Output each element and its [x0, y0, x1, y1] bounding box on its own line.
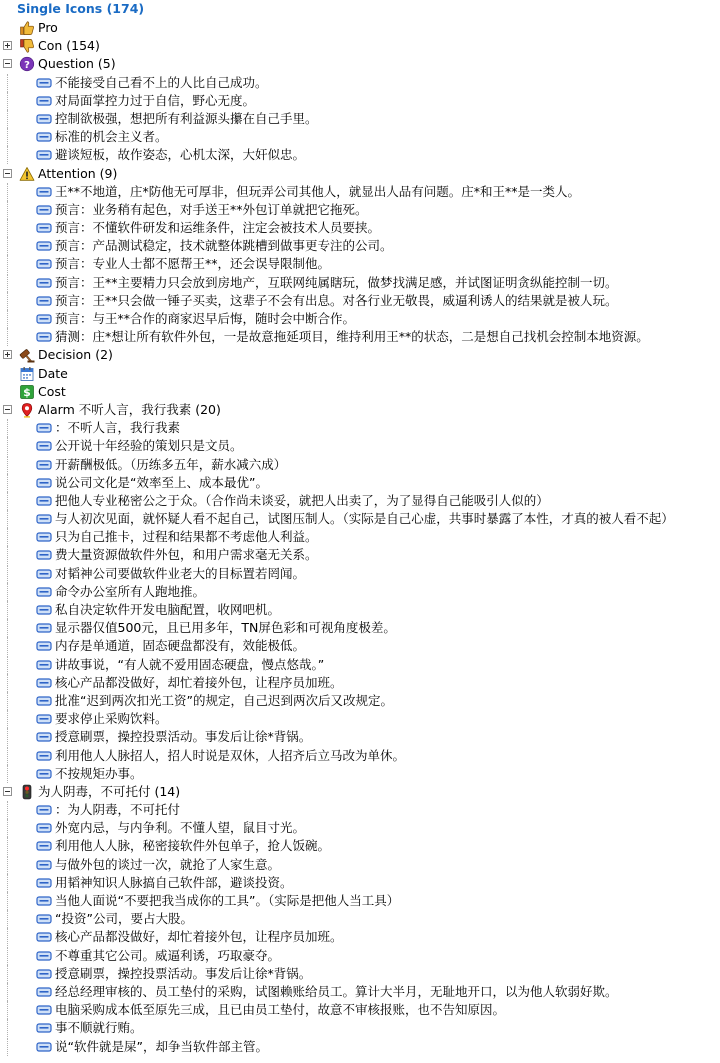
list-item[interactable]: 事不顺就行贿。 [0, 1019, 720, 1037]
list-item[interactable]: 不能接受自己看不上的人比自己成功。 [0, 74, 720, 92]
note-icon [36, 657, 52, 673]
note-icon [36, 438, 52, 454]
list-item[interactable]: 经总经理审核的、员工垫付的采购，试图赖账给员工。算计大半月，无耻地开口，以为他人软弱好欺。 [0, 983, 720, 1001]
note-icon [36, 766, 52, 782]
note-icon [36, 802, 52, 818]
list-item[interactable]: 不尊重其它公司。威逼利诱，巧取豪夺。 [0, 947, 720, 965]
decision-label: Decision (2) [38, 347, 113, 363]
list-item[interactable]: 利用他人人脉，秘密接软件外包单子，抢人饭碗。 [0, 837, 720, 855]
note-icon [36, 948, 52, 964]
group-alarm [0, 401, 720, 783]
group-question [0, 55, 720, 164]
note-icon [36, 1002, 52, 1018]
list-item[interactable]: 费大量资源做软件外包，和用户需求毫无关系。 [0, 546, 720, 564]
collapse-toggle-attention[interactable] [3, 169, 12, 178]
list-item[interactable]: 王**不地道，庄*防他无可厚非，但玩弄公司其他人，就显出人品有问题。庄*和王**是一类人。 [0, 183, 720, 201]
note-icon [36, 820, 52, 836]
note-icon [36, 857, 52, 873]
note-icon [36, 129, 52, 145]
list-item[interactable]: “投资”公司，要占大股。 [0, 910, 720, 928]
list-item[interactable]: 说“软件就是屎”，却争当软件部主管。 [0, 1038, 720, 1056]
note-icon [36, 566, 52, 582]
list-item[interactable]: 说公司文化是“效率至上、成本最优”。 [0, 474, 720, 492]
note-icon [36, 1039, 52, 1055]
warning-icon [19, 166, 35, 182]
list-item[interactable]: 与做外包的谈过一次，就抢了人家生意。 [0, 856, 720, 874]
alarm-icon [19, 402, 35, 418]
tree-item-question[interactable] [0, 55, 720, 73]
note-icon [36, 711, 52, 727]
note-icon [36, 893, 52, 909]
dollar-icon [19, 384, 35, 400]
list-item[interactable]: 显示器仅值500元，且已用多年，TN屏色彩和可视角度极差。 [0, 619, 720, 637]
collapse-toggle-poison[interactable] [3, 787, 12, 796]
expand-toggle-con[interactable] [3, 41, 12, 50]
list-item[interactable]: 预言：王**只会做一锤子买卖，这辈子不会有出息。对各行业无敬畏，威逼利诱人的结果就是被人玩。 [0, 292, 720, 310]
tree-item-poison[interactable] [0, 783, 720, 801]
note-icon [36, 202, 52, 218]
list-item[interactable]: 预言：王**主要精力只会放到房地产，互联网纯属瞎玩，做梦找满足感，并试图证明贪纵能控制一切。 [0, 274, 720, 292]
list-item[interactable]: 把他人专业秘密公之于众。（合作尚未谈妥，就把人出卖了，为了显得自己能吸引人似的） [0, 492, 720, 510]
note-icon [36, 238, 52, 254]
note-icon [36, 929, 52, 945]
group-poison [0, 783, 720, 1056]
note-icon [36, 693, 52, 709]
note-icon [36, 147, 52, 163]
list-item[interactable]: 只为自己推卡，过程和结果都不考虑他人利益。 [0, 528, 720, 546]
thumbs-down-icon [19, 38, 35, 54]
list-item[interactable]: 与人初次见面，就怀疑人看不起自己，试图压制人。（实际是自己心虚，共事时暴露了本性，才真的被人看不起） [0, 510, 720, 528]
list-item[interactable]: 预言：不懂软件研发和运维条件，注定会被技术人员要挟。 [0, 219, 720, 237]
list-item[interactable]: 电脑采购成本低至原先三成，且已由员工垫付，故意不审核报账，也不告知原因。 [0, 1001, 720, 1019]
note-icon [36, 729, 52, 745]
note-icon [36, 220, 52, 236]
note-icon [36, 111, 52, 127]
list-item[interactable]: 预言：产品测试稳定，技术就整体跳槽到做事更专注的公司。 [0, 237, 720, 255]
list-item[interactable]: 对韬神公司要做软件业老大的目标置若罔闻。 [0, 565, 720, 583]
note-icon [36, 311, 52, 327]
list-item[interactable]: 控制欲极强，想把所有利益源头攥在自己手里。 [0, 110, 720, 128]
note-icon [36, 911, 52, 927]
note-icon [36, 602, 52, 618]
expand-toggle-decision[interactable] [3, 350, 12, 359]
note-icon [36, 511, 52, 527]
list-item[interactable]: 当他人面说“不要把我当成你的工具”。（实际是把他人当工具） [0, 892, 720, 910]
note-icon [36, 984, 52, 1000]
tree-item-alarm[interactable] [0, 401, 720, 419]
list-item[interactable]: 预言：专业人士都不愿帮王**，还会误导限制他。 [0, 255, 720, 273]
con-label: Con (154) [38, 38, 100, 54]
alarm-label: Alarm 不听人言，我行我素 (20) [38, 401, 221, 417]
date-label: Date [38, 365, 68, 381]
pro-label: Pro [38, 20, 58, 35]
list-item[interactable]: 公开说十年经验的策划只是文员。 [0, 437, 720, 455]
note-icon [36, 584, 52, 600]
svg-text:?: ? [24, 60, 30, 72]
tree-item-attention[interactable] [0, 165, 720, 183]
note-icon [36, 620, 52, 636]
note-icon [36, 838, 52, 854]
list-item[interactable]: 命令办公室所有人跑地推。 [0, 583, 720, 601]
note-icon [36, 420, 52, 436]
note-icon [36, 966, 52, 982]
list-item[interactable]: 用韬神知识人脉搞自己软件部，避谈投资。 [0, 874, 720, 892]
list-item[interactable]: 标准的机会主义者。 [0, 128, 720, 146]
tree-item-pro[interactable] [0, 19, 720, 37]
list-item[interactable]: 私自决定软件开发电脑配置，收网吧机。 [0, 601, 720, 619]
list-item[interactable]: 批准“迟到两次扣光工资”的规定，自己迟到两次后又改规定。 [0, 692, 720, 710]
calendar-icon [19, 366, 35, 382]
list-item[interactable]: 讲故事说，“有人就不爱用固态硬盘，慢点悠哉。” [0, 656, 720, 674]
poison-label: 为人阴毒，不可托付 (14) [38, 783, 181, 799]
note-icon [36, 184, 52, 200]
note-icon [36, 457, 52, 473]
note-icon [36, 93, 52, 109]
list-item[interactable]: 避谈短板，故作姿态，心机太深，大奸似忠。 [0, 146, 720, 164]
thumbs-up-icon [19, 20, 35, 36]
gavel-icon [19, 347, 35, 363]
note-icon [36, 275, 52, 291]
note-icon [36, 529, 52, 545]
question-label: Question (5) [38, 56, 116, 72]
note-icon [36, 638, 52, 654]
collapse-toggle-question[interactable] [3, 59, 12, 68]
note-icon [36, 329, 52, 345]
note-icon [36, 875, 52, 891]
list-item[interactable]: 预言：业务稍有起色，对手送王**外包订单就把它拖死。 [0, 201, 720, 219]
list-item[interactable]: 授意刷票，操控投票活动。事发后让徐*背锅。 [0, 965, 720, 983]
note-icon [36, 493, 52, 509]
tree-item-decision[interactable] [0, 346, 720, 364]
svg-text:$: $ [23, 385, 31, 399]
list-item[interactable]: ：为人阴毒，不可托付 [0, 801, 720, 819]
single-icons-header[interactable]: Single Icons (174) [17, 1, 145, 16]
list-item[interactable]: 不按规矩办事。 [0, 765, 720, 783]
red-light-icon [19, 784, 35, 800]
list-item[interactable]: 预言：与王**合作的商家迟早后悔，随时会中断合作。 [0, 310, 720, 328]
note-icon [36, 547, 52, 563]
tree-item-cost[interactable] [0, 383, 720, 401]
tree-item-con[interactable] [0, 37, 720, 55]
list-item[interactable]: 授意刷票，操控投票活动。事发后让徐*背锅。 [0, 728, 720, 746]
list-item[interactable]: 外宽内忌，与内争利。不懂人望，鼠目寸光。 [0, 819, 720, 837]
list-item[interactable]: 要求停止采购饮料。 [0, 710, 720, 728]
list-item[interactable]: 核心产品都没做好，却忙着接外包，让程序员加班。 [0, 674, 720, 692]
note-icon [36, 748, 52, 764]
cost-label: Cost [38, 383, 66, 399]
list-item[interactable]: 开薪酬极低。（历练多五年，薪水减六成） [0, 456, 720, 474]
list-item[interactable]: ：不听人言，我行我素 [0, 419, 720, 437]
list-item[interactable]: 核心产品都没做好，却忙着接外包，让程序员加班。 [0, 928, 720, 946]
group-attention [0, 165, 720, 347]
note-icon [36, 675, 52, 691]
list-item[interactable]: 对局面掌控力过于自信，野心无度。 [0, 92, 720, 110]
note-icon [36, 256, 52, 272]
question-icon [19, 56, 35, 72]
list-item[interactable]: 内存是单通道，固态硬盘都没有，效能极低。 [0, 637, 720, 655]
list-item[interactable]: 利用他人人脉招人，招人时说是双休，人招齐后立马改为单休。 [0, 747, 720, 765]
tree-item-date[interactable] [0, 365, 720, 383]
note-icon [36, 75, 52, 91]
note-icon [36, 475, 52, 491]
attention-label: Attention (9) [38, 165, 118, 181]
note-icon [36, 1020, 52, 1036]
collapse-toggle-alarm[interactable] [3, 405, 12, 414]
note-icon [36, 293, 52, 309]
list-item[interactable]: 猜测：庄*想让所有软件外包，一是故意拖延项目，维持利用王**的状态，二是想自己找机会控制本地资源。 [0, 328, 720, 346]
